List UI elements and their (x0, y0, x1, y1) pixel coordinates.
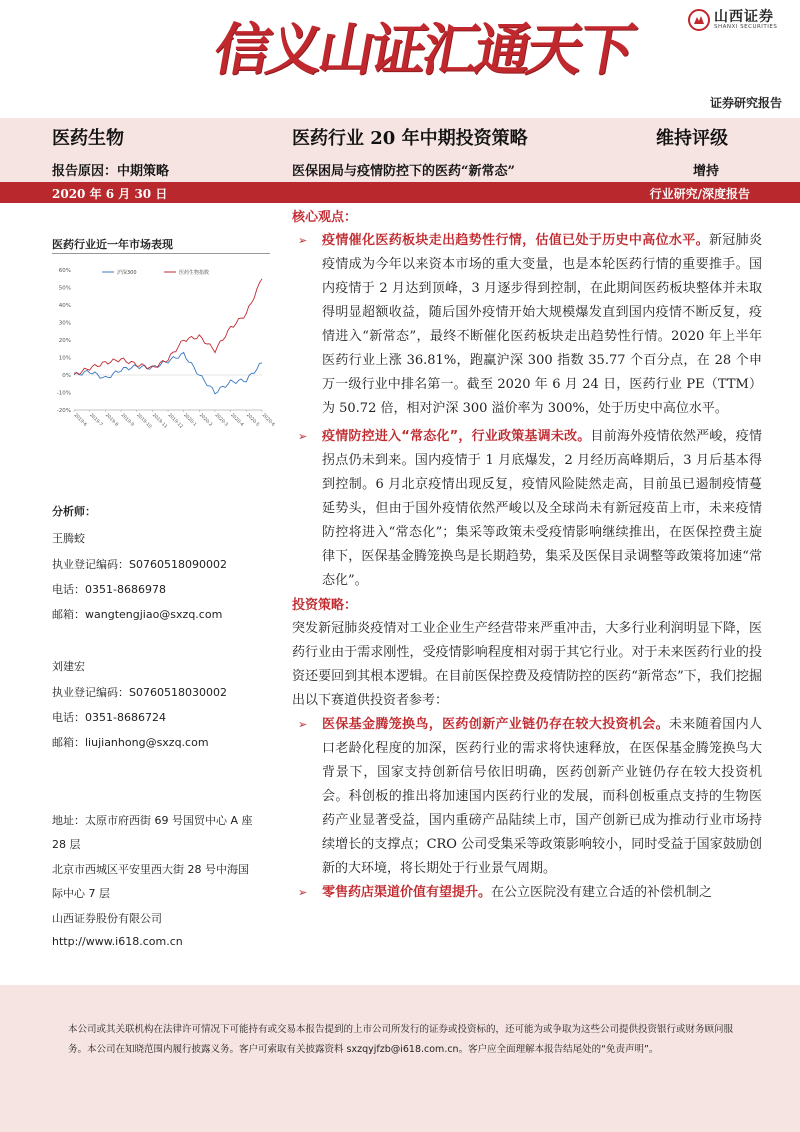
company-website-link[interactable]: http://www.i618.com.cn (52, 935, 183, 948)
strategy-point (292, 713, 762, 881)
x-tick-label: 2019-12 (166, 412, 184, 430)
core-point (292, 229, 762, 421)
strategy-point-text: 未来随着国内人口老龄化程度的加深，医药行业的需求将快速释放，在医保基金腾笼换鸟大背景下，国家支持创新信号依旧明确，医药创新产业链仍存在较大投资机会。科创板的推出将加速国内医药行业的发展，而科创板重点支持的生物医药产业显著受益，国内重磅产品陆续上市，国产创新已成为推动行业市场持续增长的支撑点；CRO 公司受集采等政策影响较小，同时受益于国家鼓励创新的大环境，将长期处于行业景气周期。 (322, 717, 762, 876)
y-tick-label: 60% (58, 268, 71, 274)
analysts-heading: 分析师： (52, 505, 96, 518)
bullet-arrow-icon: ➢ (298, 430, 308, 443)
x-tick-label: 2020-6 (260, 412, 276, 428)
x-tick-label: 2020-4 (229, 412, 245, 428)
x-tick-label: 2020-1 (182, 412, 198, 428)
chart-divider (52, 253, 270, 254)
core-point-text: 目前海外疫情依然严峻，疫情拐点仍未到来。国内疫情于 1 月底爆发，2 月经历高峰期后，3 月后基本得到控制。6 月北京疫情出现反复，疫情风险陡然走高，目前虽已遏制疫情蔓延势头，但由于国外疫情依然严峻以及全球尚未有新冠疫苗上市，未来疫情防控将进入“常态化”；集采等政策未受疫情影响继续推出，在医保控费主旋律下，医保基金腾笼换鸟是长期趋势，集采及医保目录调整等政策将加速“常态化”。 (322, 429, 762, 588)
bullet-arrow-icon: ➢ (298, 886, 308, 899)
core-point-text: 新冠肺炎疫情成为今年以来资本市场的重大变量，也是本轮医药行情的重要推手。国内疫情于 2 月达到顶峰，3 月逐步得到控制，在此期间医药板块整体并未取得明显超额收益，随后国外疫情开始大规模爆发直到国内疫情不断反复，疫情进入“新常态”，最终不断催化医药板块走出趋势性行情。2020 年上半年医药行业上涨 36.81%，跑赢沪深 300 指数 35.77 个百分点，在 28 个申万一级行业中排名第一。截至 2020 年 6 月 24 日，医药行业 PE（TTM）为 50.72 倍，相对沪深 300 溢价率为 300%，处于历史中高位水平。 (322, 233, 762, 416)
bullet-arrow-icon: ➢ (298, 718, 308, 731)
core-point-lead: 疫情防控进入“常态化”，行业政策基调未改。 (322, 429, 591, 444)
legend-label: 沪深300 (117, 270, 137, 276)
logo-subtitle: SHANXI SECURITIES (714, 23, 778, 30)
y-tick-label: 50% (58, 285, 71, 292)
rating-value: 增持 (693, 164, 720, 179)
strategy-point-lead: 医保基金腾笼换鸟，医药创新产业链仍存在较大投资机会。 (322, 717, 669, 732)
x-tick-label: 2020-3 (213, 412, 229, 428)
y-tick-label: 0% (62, 373, 71, 379)
strategy-point-text: 在公立医院没有建立合适的补偿机制之 (491, 885, 713, 900)
slogan-calligraphy: 信义山证汇通天下 (209, 17, 637, 83)
y-tick-label: 10% (58, 355, 71, 362)
analyst-phone: 电话：0351-8686978 (52, 583, 166, 596)
strategy-point (292, 881, 762, 905)
x-tick-label: 2019-9 (119, 412, 135, 428)
x-tick-label: 2019-7 (88, 412, 104, 428)
bullet-arrow-icon: ➢ (298, 234, 308, 247)
analyst-phone: 电话：0351-8686724 (52, 711, 166, 724)
core-point (292, 425, 762, 593)
analyst-cert: 执业登记编码：S0760518090002 (52, 558, 227, 571)
core-views-title: 核心观点： (292, 210, 358, 225)
market-performance-chart (52, 258, 276, 438)
company-name: 山西证券股份有限公司 (52, 912, 162, 925)
y-tick-label: -20% (56, 408, 71, 414)
address-line: 28 层 (52, 838, 81, 851)
report-type: 证券研究报告 (709, 96, 782, 110)
chart-title: 医药行业近一年市场表现 (52, 238, 173, 251)
core-point-lead: 疫情催化医药板块走出趋势性行情，估值已处于历史中高位水平。 (322, 233, 709, 248)
x-tick-label: 2020-5 (244, 412, 260, 428)
x-tick-label: 2019-6 (72, 412, 88, 428)
logo-text: 山西证券 (714, 8, 774, 25)
x-tick-label: 2020-2 (197, 412, 213, 428)
analyst-email[interactable]: 邮箱：liujianhong@sxzq.com (52, 736, 209, 749)
logo-mark-icon (688, 9, 710, 31)
y-tick-label: 20% (58, 338, 71, 344)
x-tick-label: 2019-10 (135, 412, 153, 430)
report-title: 医药行业 20 年中期投资策略 (292, 128, 528, 149)
legend-label: 医药生物指数 (179, 270, 210, 276)
strategy-point-lead: 零售药店渠道价值有望提升。 (322, 885, 492, 900)
analyst-email[interactable]: 邮箱：wangtengjiao@sxzq.com (52, 608, 223, 621)
x-tick-label: 2019-11 (150, 412, 168, 430)
strategy-intro: 突发新冠肺炎疫情对工业企业生产经营带来严重冲击，大多行业利润明显下降，医药行业由于需求刚性，受疫情影响程度相对弱于其它行业。对于未来医药行业的投资还要回到其根本逻辑。在目前医保控费及疫情防控的医药“新常态”下，我们挖掘出以下赛道供投资者参考： (292, 621, 762, 708)
analyst-name: 刘建宏 (52, 660, 85, 673)
report-reason: 报告原因：中期策略 (52, 164, 170, 179)
analyst-name: 王腾蛟 (52, 532, 85, 545)
y-tick-label: 30% (58, 320, 71, 327)
report-subtitle: 医保困局与疫情防控下的医药“新常态” (292, 164, 515, 179)
report-category: 行业研究/深度报告 (649, 187, 750, 201)
company-logo (688, 9, 777, 31)
x-tick-label: 2019-8 (103, 412, 119, 428)
address-line: 际中心 7 层 (52, 887, 110, 900)
y-tick-label: -10% (56, 390, 71, 397)
sector-name: 医药生物 (52, 128, 124, 149)
series-line (74, 279, 262, 375)
report-date: 2020 年 6 月 30 日 (52, 187, 168, 201)
analyst-cert: 执业登记编码：S0760518030002 (52, 686, 227, 699)
strategy-title: 投资策略： (292, 598, 358, 613)
y-tick-label: 40% (58, 303, 71, 309)
series-line (74, 352, 262, 393)
main-content (292, 207, 762, 905)
rating-label: 维持评级 (656, 128, 728, 149)
address-line: 地址：太原市府西街 69 号国贸中心 A 座 (52, 814, 253, 827)
footer-disclaimer: 本公司或其关联机构在法律许可情况下可能持有或交易本报告提到的上市公司所发行的证券或投资标的，还可能为或争取为这些公司提供投资银行或财务顾问服务。本公司在知晓范围内履行披露义务。客户可索取有关披露资料 sxzqyjfzb@i618.com.cn。客户应全面理解本报告结尾处的“免责声明”。 (68, 1024, 734, 1055)
address-line: 北京市西城区平安里西大街 28 号中海国 (52, 863, 249, 876)
top-banner (0, 0, 800, 120)
